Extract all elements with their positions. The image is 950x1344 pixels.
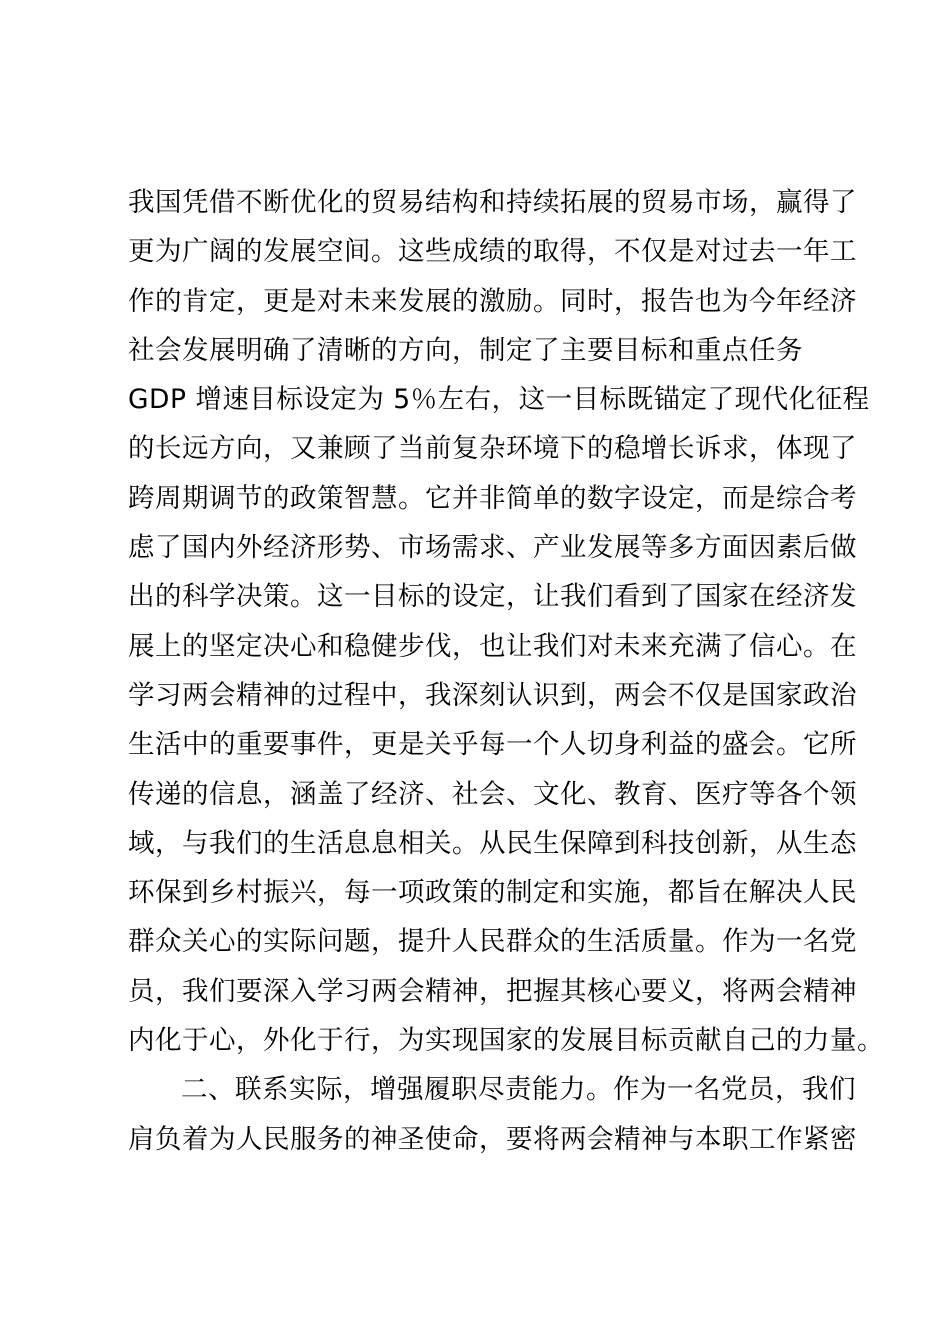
text-line: GDP 增速目标设定为 5％左右，这一目标既锚定了现代化征程: [128, 384, 870, 416]
section-heading-line: 二、联系实际，增强履职尽责能力。作为一名党员，我们: [181, 1074, 856, 1106]
text-line: 跨周期调节的政策智慧。它并非简单的数字设定，而是综合考: [128, 482, 857, 514]
text-line: 内化于心，外化于行，为实现国家的发展目标贡献自己的力量。: [128, 1025, 884, 1057]
text-line: 员，我们要深入学习两会精神，把握其核心要义，将两会精神: [128, 975, 857, 1007]
text-line: 域，与我们的生活息息相关。从民生保障到科技创新，从生态: [128, 827, 857, 859]
text-line: 学习两会精神的过程中，我深刻认识到，两会不仅是国家政治: [128, 679, 857, 711]
text-line: 生活中的重要事件，更是关乎每一个人切身利益的盛会。它所: [128, 729, 857, 761]
text-line: 的长远方向，又兼顾了当前复杂环境下的稳增长诉求，体现了: [128, 433, 857, 465]
text-line: 展上的坚定决心和稳健步伐，也让我们对未来充满了信心。在: [128, 630, 857, 662]
text-line: 社会发展明确了清晰的方向，制定了主要目标和重点任务: [128, 334, 803, 366]
body-text: [128, 178, 884, 1164]
text-line: 虑了国内外经济形势、市场需求、产业发展等多方面因素后做: [128, 532, 857, 564]
text-line: 肩负着为人民服务的神圣使命，要将两会精神与本职工作紧密: [128, 1123, 857, 1155]
text-line: 环保到乡村振兴，每一项政策的制定和实施，都旨在解决人民: [128, 877, 857, 909]
text-line: 传递的信息，涵盖了经济、社会、文化、教育、医疗等各个领: [128, 778, 857, 810]
text-line: 出的科学决策。这一目标的设定，让我们看到了国家在经济发: [128, 581, 857, 613]
text-line: 群众关心的实际问题，提升人民群众的生活质量。作为一名党: [128, 926, 857, 958]
text-line: 我国凭借不断优化的贸易结构和持续拓展的贸易市场，赢得了: [128, 187, 857, 218]
text-line: 作的肯定，更是对未来发展的激励。同时，报告也为今年经济: [128, 285, 857, 317]
text-line: 更为广阔的发展空间。这些成绩的取得，不仅是对过去一年工: [128, 236, 857, 268]
